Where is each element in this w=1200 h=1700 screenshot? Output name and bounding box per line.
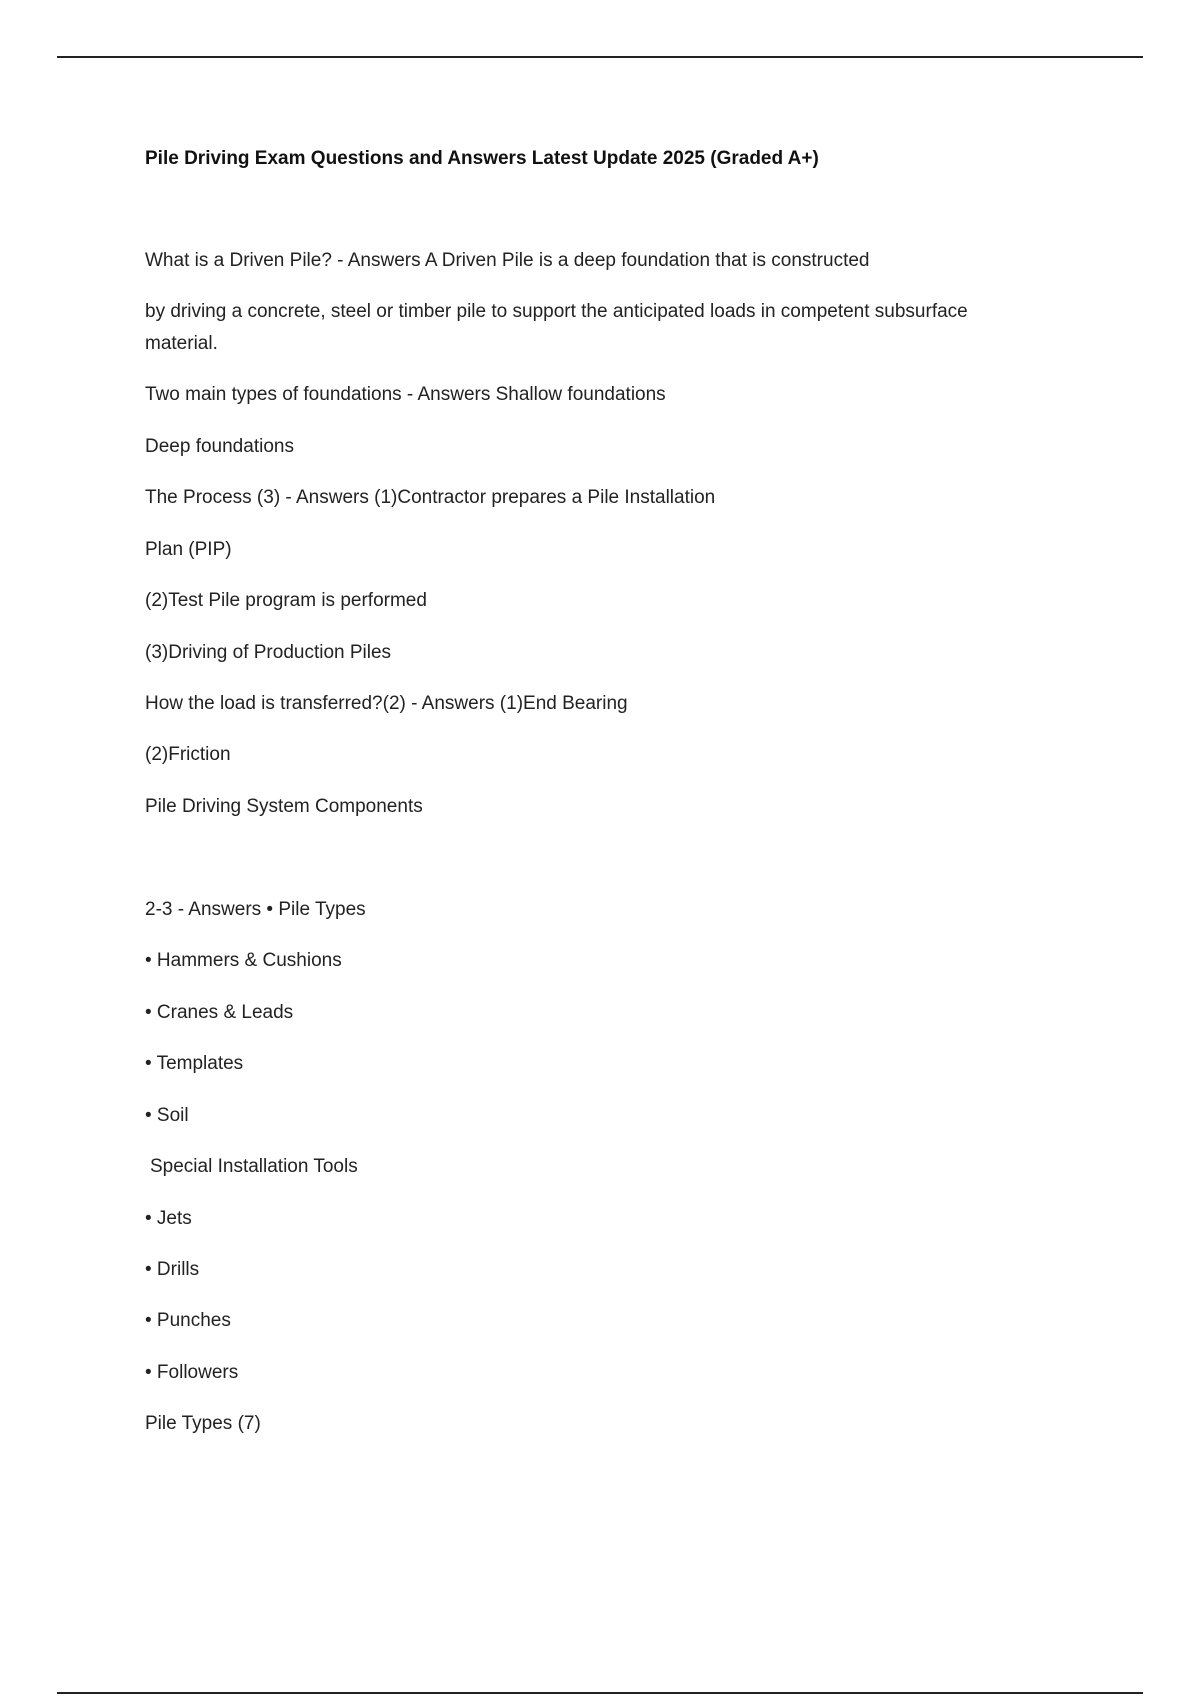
list-item: • Hammers & Cushions bbox=[145, 950, 342, 971]
text-line: Plan (PIP) bbox=[145, 539, 232, 560]
text-line: (2)Friction bbox=[145, 744, 231, 765]
text-line: How the load is transferred?(2) - Answers (1)End Bearing bbox=[145, 693, 628, 714]
list-item: • Soil bbox=[145, 1105, 189, 1126]
text-line: Special Installation Tools bbox=[150, 1156, 358, 1177]
list-item: • Punches bbox=[145, 1310, 231, 1331]
text-line: by driving a concrete, steel or timber pile to support the anticipated loads in competent subsurface material. bbox=[145, 301, 968, 354]
bottom-rule bbox=[57, 1692, 1143, 1694]
list-item: • Templates bbox=[145, 1053, 244, 1074]
text-line: Pile Driving System Components bbox=[145, 796, 423, 817]
text-line: What is a Driven Pile? - Answers A Driven Pile is a deep foundation that is constructed bbox=[145, 250, 870, 271]
text-line: The Process (3) - Answers (1)Contractor prepares a Pile Installation bbox=[145, 487, 716, 508]
list-item: • Cranes & Leads bbox=[145, 1002, 294, 1023]
document-title: Pile Driving Exam Questions and Answers Latest Update 2025 (Graded A+) bbox=[145, 148, 819, 169]
text-line: Two main types of foundations - Answers Shallow foundations bbox=[145, 384, 666, 405]
text-line: (3)Driving of Production Piles bbox=[145, 642, 392, 663]
list-item: • Drills bbox=[145, 1259, 200, 1280]
text-line: (2)Test Pile program is performed bbox=[145, 590, 427, 611]
list-item: • Followers bbox=[145, 1362, 239, 1383]
text-line: Deep foundations bbox=[145, 436, 294, 457]
list-item: • Jets bbox=[145, 1208, 192, 1229]
text-line: Pile Types (7) bbox=[145, 1413, 261, 1434]
text-line: 2-3 - Answers • Pile Types bbox=[145, 899, 366, 920]
top-rule bbox=[57, 56, 1143, 58]
